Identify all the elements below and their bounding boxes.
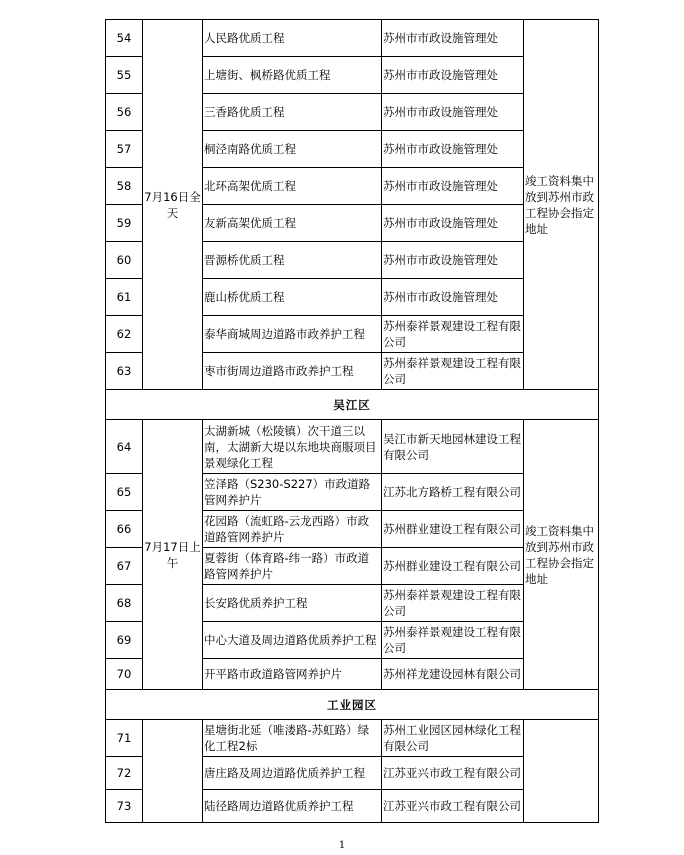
remarks xyxy=(524,720,599,823)
section-heading: 吴江区 xyxy=(106,390,599,420)
construction-unit: 苏州市市政设施管理处 xyxy=(382,168,524,205)
project-name: 北环高架优质工程 xyxy=(203,168,382,205)
project-name: 唐庄路及周边道路优质养护工程 xyxy=(203,757,382,790)
project-name: 星塘街北延（唯溇路-苏虹路）绿化工程2标 xyxy=(203,720,382,757)
row-number: 59 xyxy=(106,205,143,242)
project-name: 陆径路周边道路优质养护工程 xyxy=(203,790,382,823)
row-number: 69 xyxy=(106,622,143,659)
project-name: 桐泾南路优质工程 xyxy=(203,131,382,168)
row-number: 62 xyxy=(106,316,143,353)
construction-unit: 苏州市市政设施管理处 xyxy=(382,131,524,168)
row-number: 63 xyxy=(106,353,143,390)
project-name: 泰华商城周边道路市政养护工程 xyxy=(203,316,382,353)
section-row xyxy=(106,690,599,720)
row-number: 60 xyxy=(106,242,143,279)
inspection-date: 7月16日全天 xyxy=(143,20,203,390)
construction-unit: 苏州群业建设工程有限公司 xyxy=(382,548,524,585)
row-number: 55 xyxy=(106,57,143,94)
project-name: 晋源桥优质工程 xyxy=(203,242,382,279)
inspection-date xyxy=(143,720,203,823)
construction-unit: 苏州泰祥景观建设工程有限公司 xyxy=(382,353,524,390)
project-name: 鹿山桥优质工程 xyxy=(203,279,382,316)
table-row xyxy=(106,20,599,57)
project-name: 友新高架优质工程 xyxy=(203,205,382,242)
project-name: 太湖新城（松陵镇）次干道三以南，太湖新大堤以东地块商服项目景观绿化工程 xyxy=(203,420,382,474)
row-number: 68 xyxy=(106,585,143,622)
section-heading: 工业园区 xyxy=(106,690,599,720)
project-name: 人民路优质工程 xyxy=(203,20,382,57)
row-number: 70 xyxy=(106,659,143,690)
project-name: 开平路市政道路管网养护片 xyxy=(203,659,382,690)
construction-unit: 苏州市市政设施管理处 xyxy=(382,20,524,57)
row-number: 57 xyxy=(106,131,143,168)
project-name: 中心大道及周边道路优质养护工程 xyxy=(203,622,382,659)
construction-unit: 苏州工业园区园林绿化工程有限公司 xyxy=(382,720,524,757)
construction-unit: 苏州市市政设施管理处 xyxy=(382,242,524,279)
row-number: 72 xyxy=(106,757,143,790)
row-number: 58 xyxy=(106,168,143,205)
construction-unit: 江苏亚兴市政工程有限公司 xyxy=(382,757,524,790)
table-row xyxy=(106,420,599,474)
page-number: 1 xyxy=(338,840,346,851)
row-number: 67 xyxy=(106,548,143,585)
row-number: 66 xyxy=(106,511,143,548)
construction-unit: 苏州泰祥景观建设工程有限公司 xyxy=(382,316,524,353)
row-number: 73 xyxy=(106,790,143,823)
row-number: 54 xyxy=(106,20,143,57)
construction-unit: 苏州泰祥景观建设工程有限公司 xyxy=(382,585,524,622)
project-name: 长安路优质养护工程 xyxy=(203,585,382,622)
construction-unit: 苏州群业建设工程有限公司 xyxy=(382,511,524,548)
construction-unit: 苏州市市政设施管理处 xyxy=(382,279,524,316)
table-row xyxy=(106,720,599,757)
construction-unit: 苏州市市政设施管理处 xyxy=(382,205,524,242)
project-name: 三香路优质工程 xyxy=(203,94,382,131)
project-name: 夏蓉街（体育路-纬一路）市政道路管网养护片 xyxy=(203,548,382,585)
row-number: 71 xyxy=(106,720,143,757)
remarks: 竣工资料集中放到苏州市政工程协会指定地址 xyxy=(524,420,599,690)
construction-unit: 江苏亚兴市政工程有限公司 xyxy=(382,790,524,823)
schedule-table xyxy=(105,19,599,823)
project-name: 上塘街、枫桥路优质工程 xyxy=(203,57,382,94)
construction-unit: 吴江市新天地园林建设工程有限公司 xyxy=(382,420,524,474)
row-number: 65 xyxy=(106,474,143,511)
construction-unit: 苏州市市政设施管理处 xyxy=(382,94,524,131)
construction-unit: 江苏北方路桥工程有限公司 xyxy=(382,474,524,511)
row-number: 56 xyxy=(106,94,143,131)
construction-unit: 苏州泰祥景观建设工程有限公司 xyxy=(382,622,524,659)
project-name: 笠泽路（S230-S227）市政道路管网养护片 xyxy=(203,474,382,511)
project-name: 花园路（流虹路-云龙西路）市政道路管网养护片 xyxy=(203,511,382,548)
remarks: 竣工资料集中放到苏州市政工程协会指定地址 xyxy=(524,20,599,390)
construction-unit: 苏州祥龙建设园林有限公司 xyxy=(382,659,524,690)
inspection-date: 7月17日上午 xyxy=(143,420,203,690)
project-name: 枣市街周边道路市政养护工程 xyxy=(203,353,382,390)
row-number: 64 xyxy=(106,420,143,474)
row-number: 61 xyxy=(106,279,143,316)
section-row xyxy=(106,390,599,420)
construction-unit: 苏州市市政设施管理处 xyxy=(382,57,524,94)
